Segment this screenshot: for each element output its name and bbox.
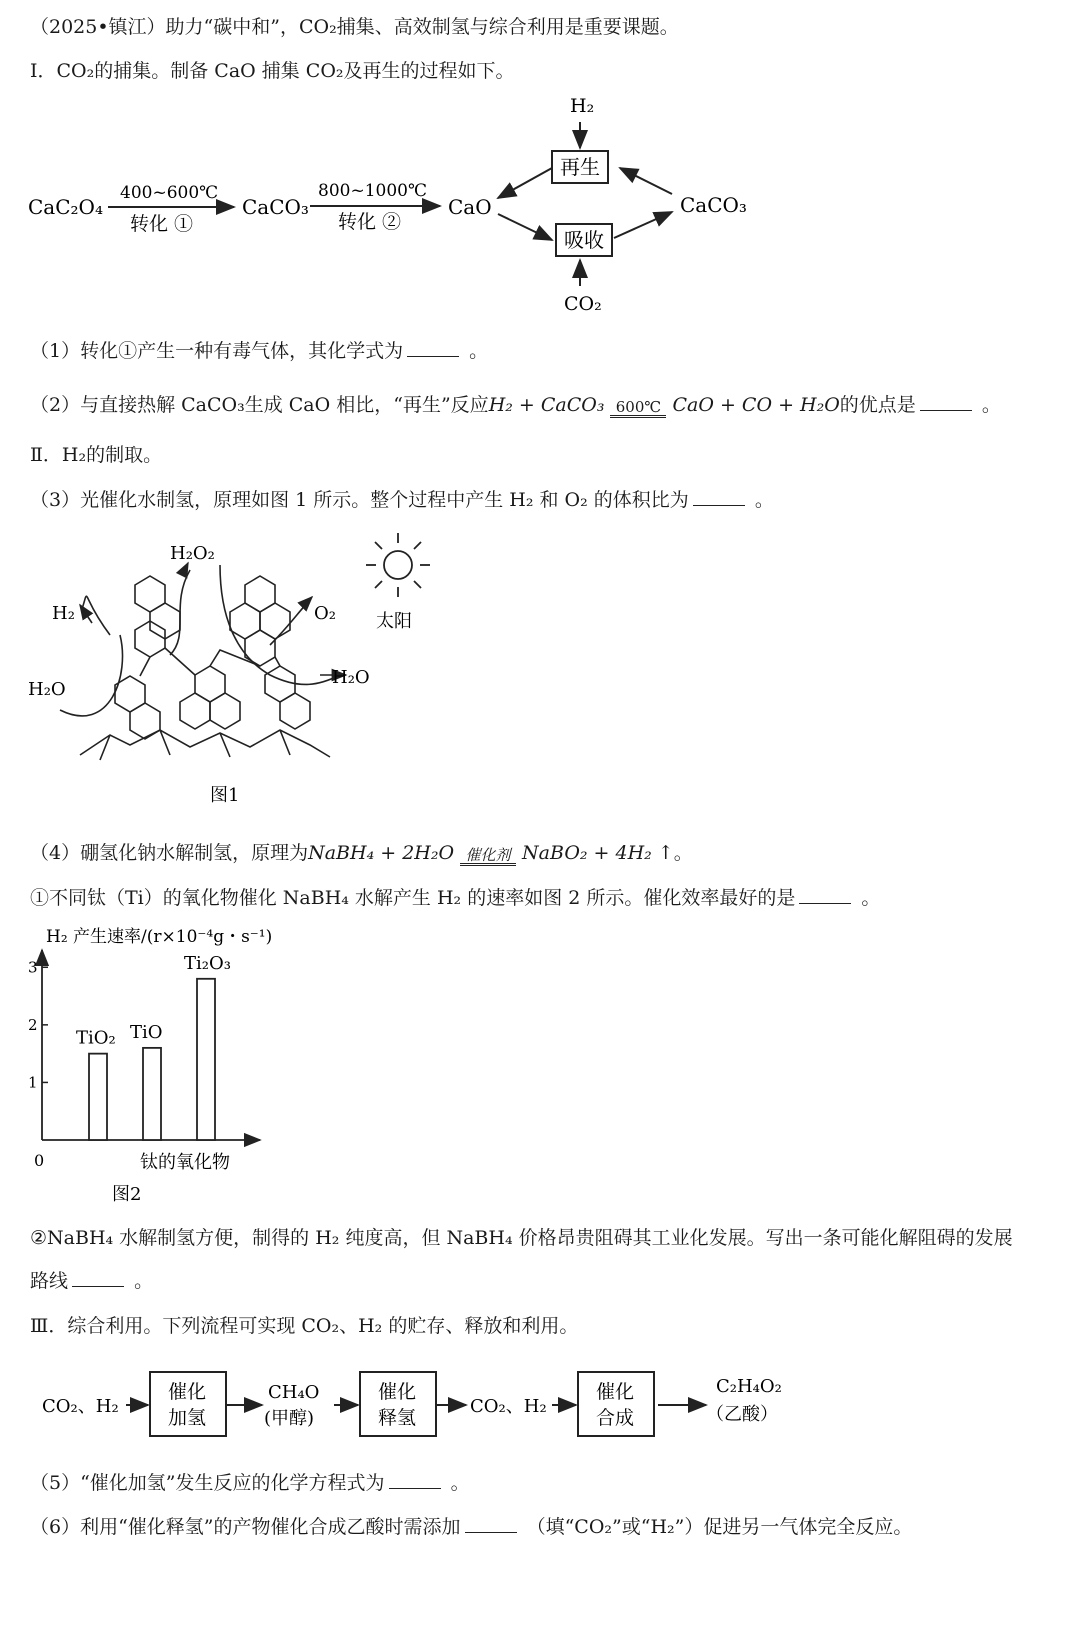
- bar-label-0: TiO₂: [76, 1027, 116, 1049]
- svg-text:(甲醇): (甲醇): [264, 1408, 315, 1429]
- svg-text:催化: 催化: [378, 1381, 417, 1403]
- chart-origin-label: 0: [34, 1151, 45, 1170]
- question-2: （2）与直接热解 CaCO₃生成 CaO 相比，“再生”反应H₂ + CaCO₃ 600℃ CaO + CO + H₂O的优点是 。: [30, 394, 1001, 416]
- o2-curve: [270, 600, 310, 645]
- h2o2-label: H₂O₂: [170, 543, 215, 564]
- bar-2: [197, 979, 215, 1140]
- question-1: （1）转化①产生一种有毒气体，其化学式为 。: [30, 340, 489, 362]
- bar-1: [143, 1048, 161, 1140]
- svg-text:加氢: 加氢: [168, 1407, 207, 1429]
- h2o-left-label: H₂O: [28, 679, 66, 700]
- o2-arrow: [302, 597, 312, 607]
- answer-blank-1[interactable]: [407, 338, 459, 357]
- question-4-2-line1: ②NaBH₄ 水解制氢方便，制得的 H₂ 纯度高，但 NaBH₄ 价格昂贵阻碍其工业化发展。写出一条可能化解阻碍的发展: [30, 1227, 1013, 1249]
- svg-text:释氢: 释氢: [378, 1407, 417, 1429]
- photocatalysis-figure: [20, 525, 440, 815]
- flow3-input: CO₂、H₂: [42, 1396, 119, 1417]
- h2o2-arrow: [182, 563, 188, 575]
- section1-heading: Ⅰ．CO₂的捕集。制备 CaO 捕集 CO₂及再生的过程如下。: [30, 60, 515, 82]
- step1-label: 转化 ①: [130, 213, 194, 235]
- flow-start-label: CaC₂O₄: [28, 195, 103, 219]
- h2-label: H₂: [52, 603, 75, 624]
- caco3-to-regen-arrow: [620, 168, 672, 194]
- sun-label: 太阳: [376, 611, 412, 632]
- svg-text:合成: 合成: [596, 1407, 635, 1429]
- flow3-output: C₂H₄O₂: [716, 1376, 782, 1397]
- y-tick-label-2: 2: [28, 1015, 38, 1034]
- caco3-right-label: CaCO₃: [680, 193, 747, 217]
- intro-text: （2025•镇江）助力“碳中和”，CO₂捕集、高效制氢与综合利用是重要课题。: [30, 16, 679, 38]
- flow3-mid: CO₂、H₂: [470, 1396, 547, 1417]
- question-3: （3）光催化水制氢，原理如图 1 所示。整个过程中产生 H₂ 和 O₂ 的体积比为 。: [30, 489, 774, 511]
- step1-condition: 400~600℃: [120, 183, 219, 203]
- h2-input-label: H₂: [570, 95, 595, 117]
- flow3-methanol: CH₄O: [268, 1382, 320, 1403]
- cao-capture-flow-diagram: [20, 90, 760, 330]
- figure1-caption: 图1: [210, 785, 240, 806]
- y-tick-label-1: 1: [28, 1073, 38, 1092]
- chart-ylabel: H₂ 产生速率/(r×10⁻⁴g・s⁻¹): [46, 927, 273, 947]
- question-5: （5）“催化加氢”发生反应的化学方程式为 。: [30, 1472, 470, 1494]
- sun-icon: [366, 533, 430, 597]
- answer-blank-4-1[interactable]: [799, 885, 851, 904]
- bar-label-1: TiO: [130, 1021, 163, 1043]
- regen-label: 再生: [560, 155, 600, 179]
- catalyst-structure: [80, 576, 330, 760]
- question-6: （6）利用“催化释氢”的产物催化合成乙酸时需添加 （填“CO₂”或“H₂”）促进另一气体完全反应。: [30, 1516, 913, 1538]
- co2-input-label: CO₂: [564, 293, 602, 315]
- svg-text:催化: 催化: [596, 1381, 635, 1403]
- step2-condition: 800~1000℃: [318, 181, 427, 201]
- answer-blank-5[interactable]: [389, 1470, 441, 1489]
- chart-title: 图2: [112, 1184, 142, 1205]
- section3-heading: Ⅲ．综合利用。下列流程可实现 CO₂、H₂ 的贮存、释放和利用。: [30, 1315, 579, 1337]
- step2-label: 转化 ②: [338, 211, 402, 233]
- svg-text:（乙酸）: （乙酸）: [706, 1404, 778, 1425]
- flow-mid-label: CaCO₃: [242, 195, 309, 219]
- h2-arrow: [80, 605, 92, 623]
- absorb-label: 吸收: [564, 228, 604, 252]
- absorb-to-caco3-arrow: [614, 212, 672, 238]
- cao-label: CaO: [448, 195, 492, 219]
- o2-label: O₂: [314, 603, 336, 624]
- answer-blank-3[interactable]: [693, 487, 745, 506]
- regen-to-cao-arrow: [498, 168, 552, 198]
- h2-rate-bar-chart: [20, 920, 310, 1210]
- h2o-in-curve: [60, 635, 123, 716]
- bar-label-2: Ti₂O₃: [184, 952, 231, 974]
- chart-xlabel: 钛的氧化物: [140, 1152, 230, 1173]
- h2o-right-label: H₂O: [332, 667, 370, 688]
- answer-blank-4-2[interactable]: [72, 1268, 124, 1287]
- question-4-2-line2: 路线 。: [30, 1270, 154, 1292]
- h2o2-curve: [170, 570, 190, 655]
- y-tick-label-3: 3: [28, 958, 38, 977]
- answer-blank-6[interactable]: [465, 1514, 517, 1533]
- question-4: （4）硼氢化钠水解制氢，原理为NaBH₄ + 2H₂O 催化剂 NaBO₂ + 4H₂ ↑。: [30, 842, 693, 864]
- section2-heading: Ⅱ．H₂的制取。: [30, 444, 163, 466]
- bar-0: [89, 1054, 107, 1140]
- question-4-1: ①不同钛（Ti）的氧化物催化 NaBH₄ 水解产生 H₂ 的速率如图 2 所示。催化效率最好的是 。: [30, 887, 881, 909]
- utilization-flow-diagram: [30, 1360, 810, 1450]
- svg-text:催化: 催化: [168, 1381, 207, 1403]
- answer-blank-2[interactable]: [920, 392, 972, 411]
- cao-to-absorb-arrow: [498, 214, 552, 240]
